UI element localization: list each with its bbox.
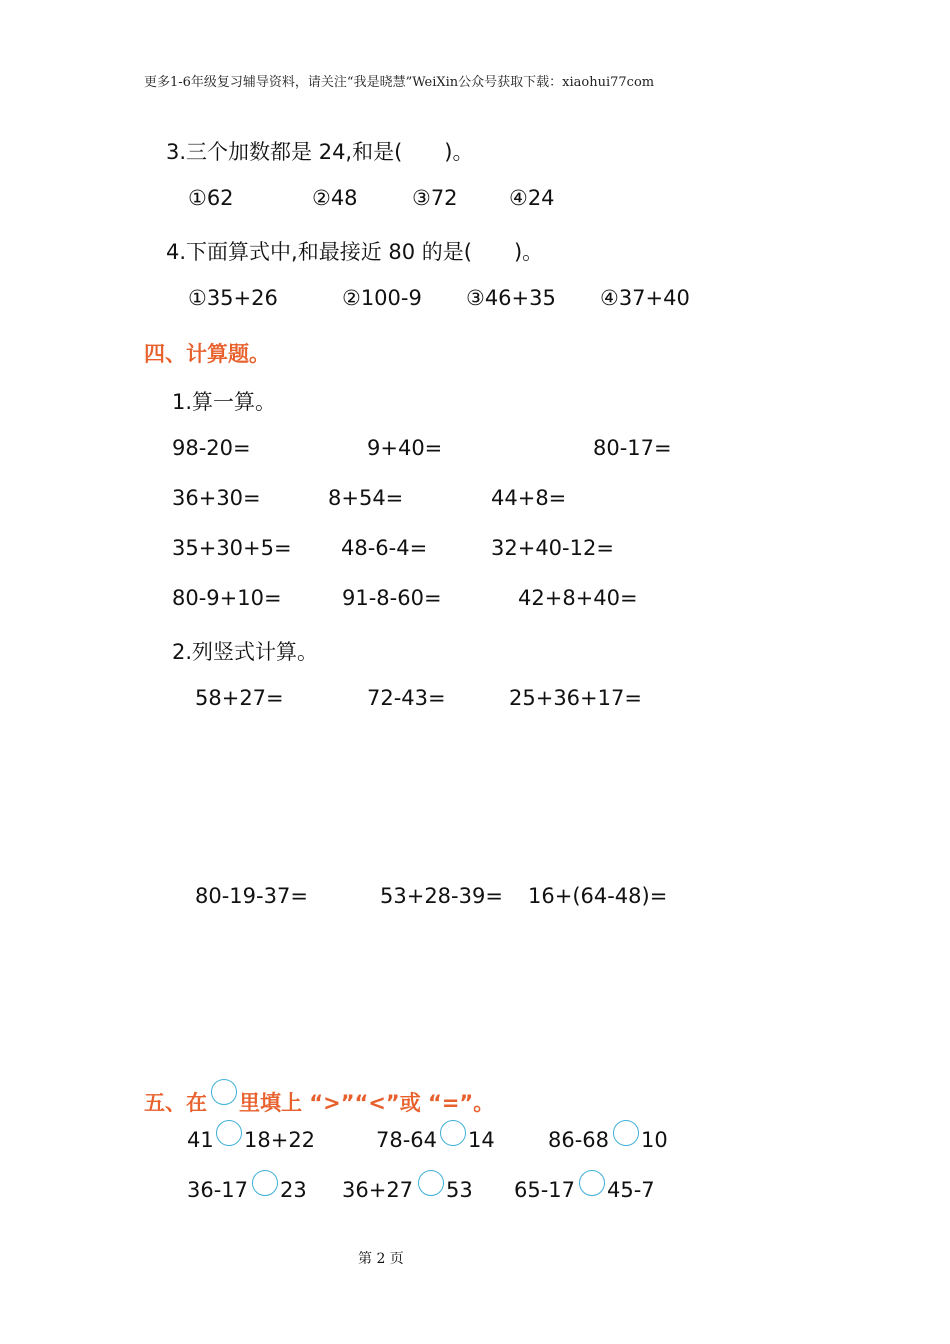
question-3: 3.三个加数都是 24,和是( )。 — [166, 140, 474, 164]
q4-option-4: ④37+40 — [600, 286, 690, 310]
answer-circle-icon — [211, 1079, 237, 1105]
question-4: 4.下面算式中,和最接近 80 的是( )。 — [166, 240, 544, 264]
section-5-title-before: 五、在 — [144, 1091, 207, 1115]
compare-right: 45-7 — [607, 1178, 655, 1202]
vertical-calc-expr: 53+28-39= — [380, 884, 503, 908]
compare-left: 36-17 — [187, 1178, 249, 1202]
compare-circle[interactable] — [579, 1170, 605, 1196]
vertical-calc-expr: 58+27= — [195, 686, 284, 710]
page-number: 第 2 页 — [358, 1251, 404, 1267]
calc-expr: 36+30= — [172, 486, 261, 510]
calc-expr: 80-9+10= — [172, 586, 282, 610]
vertical-calc-expr: 25+36+17= — [509, 686, 642, 710]
calc-expr: 98-20= — [172, 436, 251, 460]
vertical-calc-expr: 16+(64-48)= — [528, 884, 668, 908]
section-4-sub-1: 1.算一算。 — [172, 390, 277, 414]
compare-circle[interactable] — [440, 1120, 466, 1146]
calc-expr: 48-6-4= — [341, 536, 428, 560]
calc-expr: 44+8= — [491, 486, 567, 510]
q3-option-1: ①62 — [188, 186, 234, 210]
compare-circle[interactable] — [252, 1170, 278, 1196]
compare-left: 36+27 — [342, 1178, 414, 1202]
calc-expr: 80-17= — [593, 436, 672, 460]
page-header: 更多1-6年级复习辅导资料，请关注“我是晓慧”WeiXin公众号获取下载：xiaohui77com — [144, 75, 655, 90]
compare-right: 14 — [468, 1128, 495, 1152]
compare-circle[interactable] — [216, 1120, 242, 1146]
compare-left: 65-17 — [514, 1178, 576, 1202]
calc-expr: 32+40-12= — [491, 536, 614, 560]
section-4-sub-2: 2.列竖式计算。 — [172, 640, 319, 664]
compare-circle[interactable] — [613, 1120, 639, 1146]
calc-expr: 9+40= — [367, 436, 443, 460]
calc-expr: 42+8+40= — [518, 586, 638, 610]
calc-expr: 35+30+5= — [172, 536, 292, 560]
q3-option-3: ③72 — [412, 186, 458, 210]
section-5-title-after: 里填上 “>”“<”或 “=”。 — [239, 1091, 495, 1115]
q4-option-1: ①35+26 — [188, 286, 278, 310]
compare-left: 78-64 — [376, 1128, 438, 1152]
compare-right: 53 — [446, 1178, 473, 1202]
compare-left: 86-68 — [548, 1128, 610, 1152]
q3-option-2: ②48 — [312, 186, 358, 210]
calc-expr: 91-8-60= — [342, 586, 442, 610]
q3-option-4: ④24 — [509, 186, 555, 210]
q4-option-3: ③46+35 — [466, 286, 556, 310]
compare-right: 10 — [641, 1128, 668, 1152]
vertical-calc-expr: 80-19-37= — [195, 884, 308, 908]
vertical-calc-expr: 72-43= — [367, 686, 446, 710]
compare-left: 41 — [187, 1128, 214, 1152]
compare-circle[interactable] — [418, 1170, 444, 1196]
q4-option-2: ②100-9 — [342, 286, 422, 310]
calc-expr: 8+54= — [328, 486, 404, 510]
compare-right: 18+22 — [244, 1128, 316, 1152]
section-4-title: 四、计算题。 — [144, 342, 270, 366]
compare-right: 23 — [280, 1178, 307, 1202]
